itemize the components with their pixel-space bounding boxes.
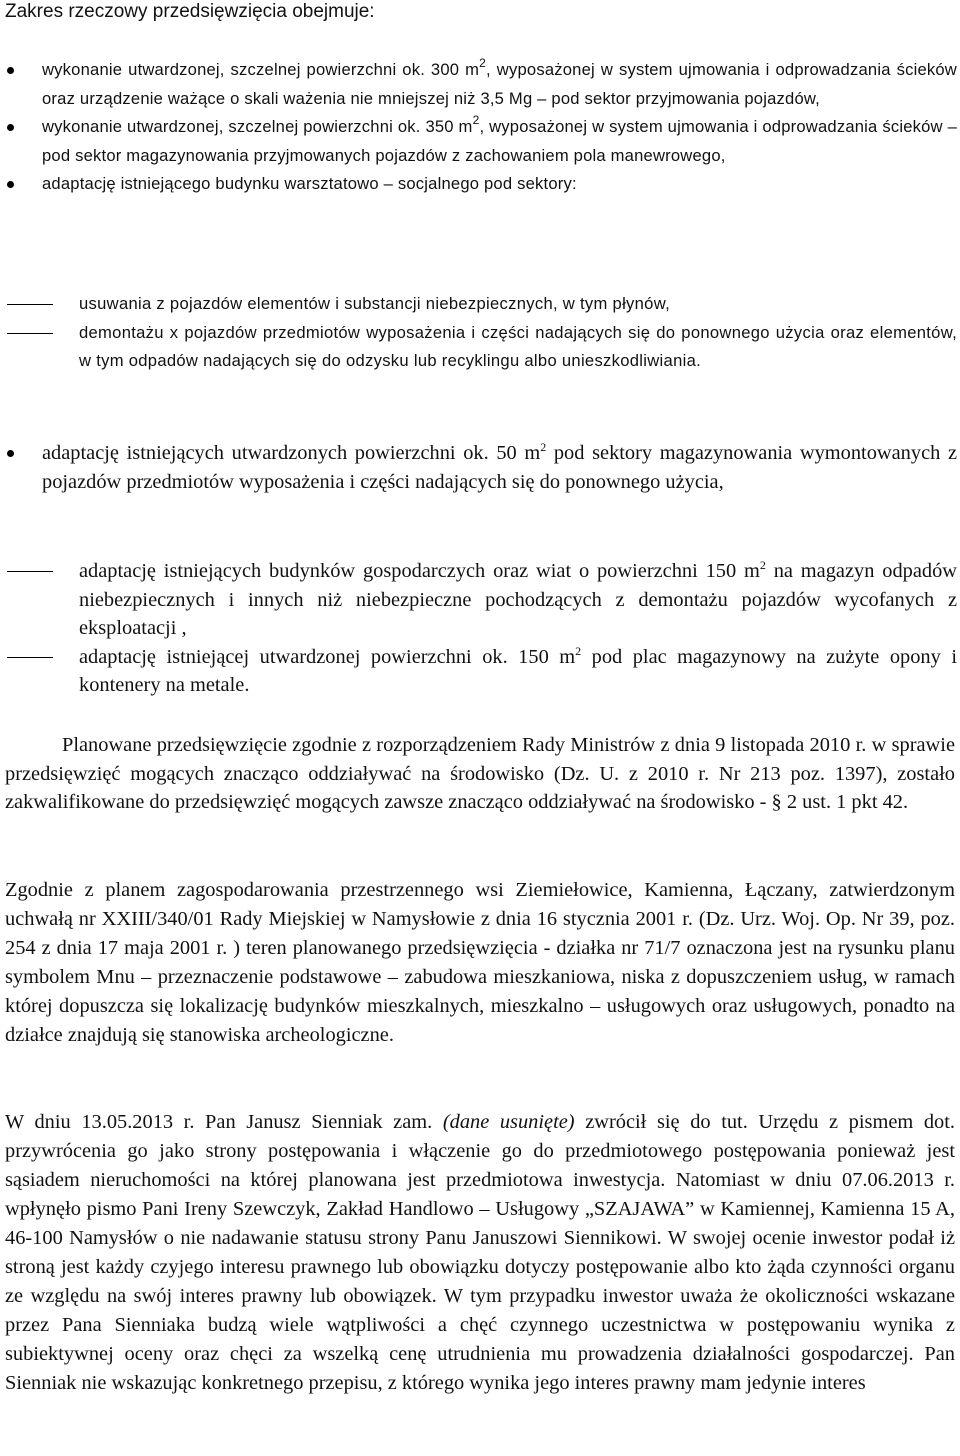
sector-dash-list <box>0 290 960 376</box>
dash-marker <box>7 657 53 658</box>
party-status-paragraph <box>5 1108 955 1398</box>
dash-marker <box>7 304 53 305</box>
bullet-item <box>0 170 960 199</box>
surfaces-bullet-list <box>0 439 960 496</box>
bullet-text-cont: , wyposażonej w system ujmowania i odprowadzania ścieków – pod sektor magazynowania przyjmowanych pojazdów z zachowaniem pola manewrowego, <box>42 117 957 165</box>
bullet-text-cont: pod sektory magazynowania wymontowanych z pojazdów przedmiotów wyposażenia i części nadających się do ponownego użycia, <box>42 442 958 493</box>
bullet-icon <box>7 181 14 188</box>
dash-text-cont: na magazyn odpadów niebezpiecznych i innych niż niebezpieczne pochodzących z demontażu pojazdów wycofanych z eksploatacji , <box>79 560 957 640</box>
dash-item <box>0 643 960 700</box>
superscript: 2 <box>479 56 487 70</box>
superscript: 2 <box>472 113 480 128</box>
paragraph-text-cont: zwrócił się do tut. Urzędu z pismem dot. przywrócenia go jako strony postępowania i włączenie go do przedmiotowego postępowania ponieważ jest sąsiadem nieruchomości na której planowana jest przedmiotowa inwestycja. Natomiast w dniu 07.06.2013 r. wpłynęło pismo Pani Ireny Szewczyk, Zakład Handlowo – Usługowy „SZAJAWA” w Kamiennej, Kamienna 15 A, 46-100 Namysłów o nie nadawanie statusu strony Panu Januszowi Siennikowi. W swojej ocenie inwestor podał iż stroną jest każdy czyjego interesu prawnego lub obowiązku dotyczy postępowanie albo kto żąda czynności organu ze względu na swój interes prawny lub obowiązek. W tym przypadku inwestor uważa że okoliczności wskazane przez Pana Sienniaka budzą wiele wątpliwości a chęć czynnego uczestnictwa w postępowaniu wynika z subiektywnej oceny oraz chęci za wszelką cenę utrudnienia mu prowadzenia działalności gospodarczej. Pan Sienniak nie wskazując konkretnego przepisu, z którego wynika jego interes prawny mam jedynie interes <box>5 1111 955 1394</box>
section-heading: Zakres rzeczowy przedsięwzięcia obejmuje: <box>5 1 375 22</box>
bullet-text-cont: , wyposażonej w system ujmowania i odprowadzania ścieków oraz urządzenie ważące o skali ważenia nie mniejszej niż 3,5 Mg – pod sektor przyjmowania pojazdów, <box>42 60 957 108</box>
buildings-dash-list <box>0 557 960 700</box>
zoning-plan-paragraph: Zgodnie z planem zagospodarowania przestrzennego wsi Ziemiełowice, Kamienna, Łączany, zatwierdzonym uchwałą nr XXIII/340/01 Rady Miejskiej w Namysłowie z dnia 16 stycznia 2001 r. (Dz. Urz. Woj. Op. Nr 39, poz. 254 z dnia 17 maja 2001 r. ) teren planowanego przedsięwzięcia - działka nr 71/7 oznaczona jest na rysunku planu symbolem Mnu – przeznaczenie podstawowe – zabudowa mieszkaniowa, niska z dopuszczeniem usług, w ramach której dopuszcza się lokalizację budynków mieszkalnych, mieszkalno – usługowych oraz usługowych, ponadto na działce znajdują się stanowiska archeologiczne. <box>5 879 955 1046</box>
bullet-icon <box>7 67 14 74</box>
dash-marker <box>7 333 53 334</box>
bullet-text: adaptację istniejących utwardzonych powierzchni ok. 50 m <box>42 442 541 464</box>
paragraph-text: W dniu 13.05.2013 r. Pan Janusz Sienniak zam. <box>5 1111 443 1133</box>
bullet-item <box>0 56 960 113</box>
superscript: 2 <box>759 558 766 572</box>
superscript: 2 <box>540 440 547 454</box>
redacted-note: (dane usunięte) <box>442 1111 575 1133</box>
scope-bullet-list <box>0 56 960 199</box>
bullet-text: adaptację istniejącego budynku warsztatowo – socjalnego pod sektory: <box>42 174 577 194</box>
dash-item <box>0 319 960 376</box>
dash-item <box>0 290 960 319</box>
bullet-item <box>0 439 960 496</box>
dash-text: demontażu x pojazdów przedmiotów wyposażenia i części nadających się do ponownego użycia oraz elementów, w tym odpadów nadających się do odzysku lub recyklingu albo unieszkodliwiania. <box>79 322 957 371</box>
bullet-icon <box>7 124 14 131</box>
bullet-text: wykonanie utwardzonej, szczelnej powierzchni ok. 300 m <box>42 60 480 79</box>
classification-paragraph: Planowane przedsięwzięcie zgodnie z rozporządzeniem Rady Ministrów z dnia 9 listopada 2010 r. w sprawie przedsięwzięć mogących znacząco oddziaływać na środowisko (Dz. U. z 2010 r. Nr 213 poz. 1397), zostało zakwalifikowane do przedsięwzięć mogących zawsze znacząco oddziaływać na środowisko - § 2 ust. 1 pkt 42. <box>5 734 955 814</box>
dash-text: adaptację istniejących budynków gospodarczych oraz wiat o powierzchni 150 m <box>79 560 760 582</box>
bullet-text: wykonanie utwardzonej, szczelnej powierzchni ok. 350 m <box>42 117 473 137</box>
superscript: 2 <box>575 643 582 658</box>
dash-text: adaptację istniejącej utwardzonej powierzchni ok. 150 m <box>79 645 576 668</box>
dash-text: usuwania z pojazdów elementów i substancji niebezpiecznych, w tym płynów, <box>79 294 670 313</box>
bullet-item <box>0 113 960 170</box>
bullet-icon <box>7 450 14 457</box>
dash-marker <box>7 571 53 572</box>
dash-item <box>0 557 960 643</box>
dash-text-cont: pod plac magazynowy na zużyte opony i kontenery na metale. <box>79 645 957 697</box>
